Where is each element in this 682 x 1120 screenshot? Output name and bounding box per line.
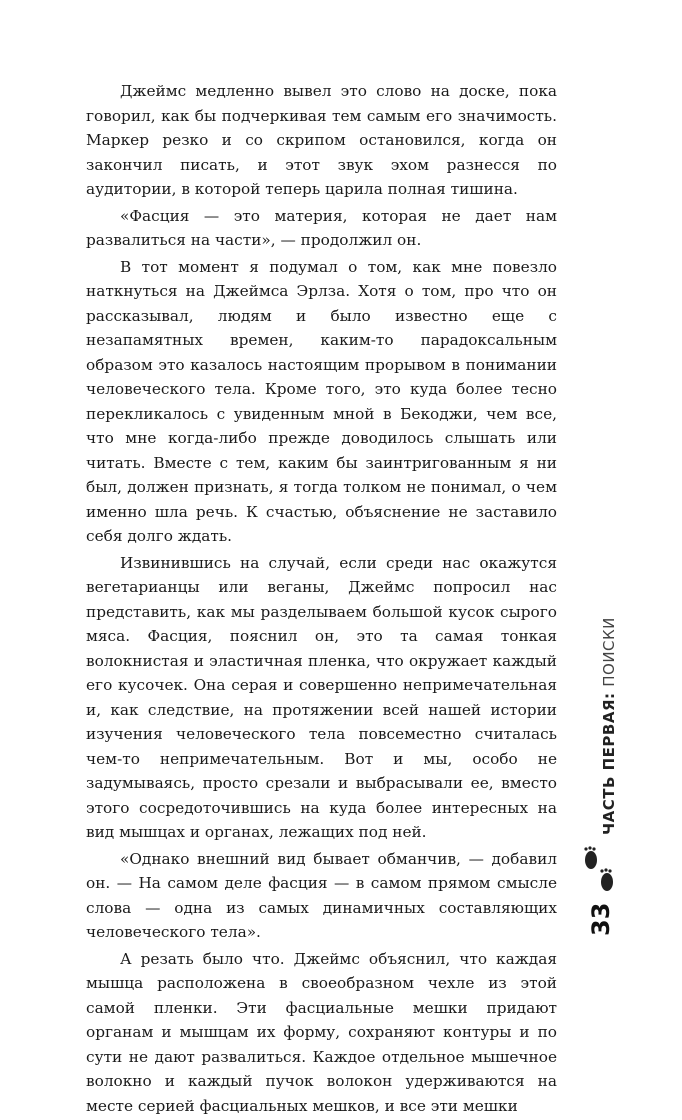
paragraph-4: Извинившись на случай, если среди нас окажутся вегетарианцы или веганы, Джеймс попросил нас представить, как мы разделываем большой кусок сырого мяса. Фасция, пояснил он, это та самая тонкая волокнистая и эластичная пленка, что окружает каждый его кусочек. Она серая и совершенно непримечательная и, как следствие, на протяжении всей нашей истории изучения человеческого тела повсеместно считалась чем-то непримечательным. Вот и мы, особо не задумываясь, просто срезали и выбрасывали ее, вместо этого сосредоточившись на куда более интересных на вид мышцах и органах, лежащих под ней. [86, 553, 557, 841]
paragraph-1: Джеймс медленно вывел это слово на доске, пока говорил, как бы подчеркивая тем самым его значимость. Маркер резко и со скрипом остановился, когда он закончил писать, и этот звук эхом разнесся по аудитории, в которой теперь царила полная тишина. [86, 82, 557, 198]
body-text [86, 79, 557, 1120]
running-head [599, 617, 619, 835]
paragraph-6: А резать было что. Джеймс объяснил, что каждая мышца расположена в своеобразном чехле из этой самой пленки. Эти фасциальные мешки придают органам и мышцам их форму, сохраняют контуры и по сути не дают развалиться. Каждое отдельное мышечное волокно и каждый пучок волокон удерживаются на месте серией фасциальных мешков, и все эти мешки [86, 949, 557, 1115]
page-margin [573, 617, 625, 940]
page-number: 33 [587, 902, 615, 936]
paragraph-5: «Однако внешний вид бывает обманчив, — добавил он. — На самом деле фасция — в самом прямом смысле слова — одна из самых динамичных составляющих человеческого тела». [86, 849, 557, 941]
running-head-title: ПОИСКИ [600, 617, 618, 687]
paragraph-3: В тот момент я подумал о том, как мне повезло наткнуться на Джеймса Эрлза. Хотя о том, про что он рассказывал, людям и было известно еще с незапамятных времен, каким-то парадоксальным образом это казалось настоящим прорывом в понимании человеческого тела. Кроме того, это куда более тесно перекликалось с увиденным мной в Бекоджи, чем все, что мне когда-либо прежде доводилось слышать или читать. Вместе с тем, каким бы заинтригованным я ни был, должен признать, я тогда толком не понимал, о чем именно шла речь. К счастью, объяснение не заставило себя долго ждать. [86, 257, 557, 545]
running-head-part: ЧАСТЬ ПЕРВАЯ: [600, 692, 618, 835]
footprints-icon [581, 845, 617, 897]
paragraph-2: «Фасция — это материя, которая не дает нам развалиться на части», — продолжил он. [86, 206, 557, 249]
